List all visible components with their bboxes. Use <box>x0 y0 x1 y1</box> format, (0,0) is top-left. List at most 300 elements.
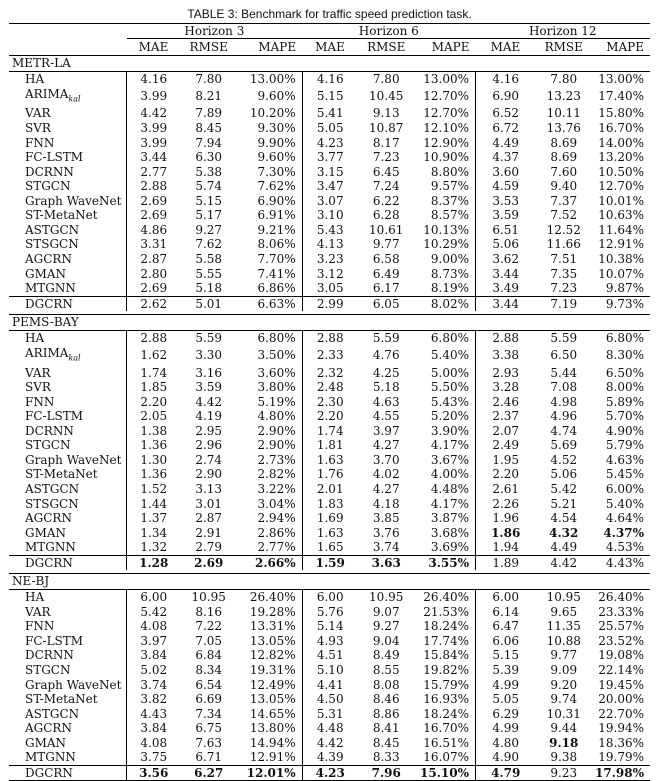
metric-value: 1.83 <box>302 497 358 512</box>
metric-value: 4.42 <box>127 106 181 121</box>
metric-value: 1.69 <box>302 511 358 526</box>
metric-value: 9.13 <box>372 106 400 121</box>
metric-value: 8.69 <box>550 150 578 165</box>
metric-value: 9.60% <box>257 150 296 165</box>
metric-value: 10.50% <box>598 164 644 179</box>
metric-value: 16.51% <box>423 735 469 750</box>
table-row <box>9 281 650 296</box>
metric-value: 2.99 <box>302 296 358 311</box>
metric-value: 8.86 <box>372 706 400 721</box>
metric-value: 3.74 <box>127 678 181 693</box>
metric-value: 5.79% <box>605 438 644 453</box>
model-name: STSGCN <box>25 496 79 511</box>
metric-value: 3.85 <box>372 511 400 526</box>
metric-value: 2.86% <box>257 525 296 540</box>
metric-value: 4.18 <box>372 496 400 511</box>
metric-value: 13.00% <box>598 72 644 86</box>
metric-value: 2.90% <box>257 438 296 453</box>
metric-value: 5.40% <box>605 496 644 511</box>
metric-value: 1.30 <box>127 453 181 468</box>
table-row <box>9 750 650 765</box>
metric-value: 6.00 <box>476 590 536 605</box>
metric-value: 2.77 <box>127 165 181 180</box>
metric-value: 1.37 <box>127 511 181 526</box>
model-name: ST-MetaNet <box>25 692 98 707</box>
metric-value: 9.44 <box>550 721 578 736</box>
table-row <box>9 395 650 410</box>
metric-value: 17.98% <box>592 765 650 781</box>
metric-value: 2.69 <box>180 555 237 570</box>
metric-value: 12.82% <box>249 648 296 663</box>
metric-value: 2.73% <box>257 452 296 467</box>
metric-value: 2.79 <box>195 540 223 555</box>
metric-value: 1.36 <box>127 467 181 482</box>
metric-value: 3.80% <box>257 380 296 395</box>
metric-value: 26.40% <box>423 590 469 605</box>
table-row <box>9 106 650 121</box>
metric-value: 19.28% <box>249 604 296 619</box>
metric-value: 3.68% <box>430 525 469 540</box>
table-row <box>9 380 650 395</box>
metric-value: 8.41 <box>372 721 400 736</box>
metric-value: 2.91 <box>195 525 223 540</box>
metric-value: 8.46 <box>372 692 400 707</box>
metric-value: 3.15 <box>302 165 358 180</box>
metric-value: 18.24% <box>423 706 469 721</box>
model-name: ST-MetaNet <box>25 208 98 223</box>
table-row <box>9 366 650 381</box>
metric-value: 4.17% <box>430 438 469 453</box>
metric-value: 5.69 <box>550 438 578 453</box>
metric-value: 3.13 <box>195 482 223 496</box>
metric-value: 13.00% <box>249 72 296 86</box>
metric-value: 6.49 <box>372 266 400 281</box>
metric-value: 5.76 <box>302 605 358 620</box>
table-row <box>9 467 650 482</box>
metric-value: 14.94% <box>249 735 296 750</box>
metric-value: 10.61 <box>369 222 404 237</box>
table-row <box>9 72 650 87</box>
metric-value: 3.99 <box>127 136 181 151</box>
metric-value: 3.59 <box>476 208 536 223</box>
metric-value: 7.24 <box>372 179 400 194</box>
metric-value: 13.31% <box>249 619 296 634</box>
metric-value: 26.40% <box>598 590 644 605</box>
model-name: Graph WaveNet <box>25 193 122 208</box>
metric-value: 5.20% <box>430 409 469 424</box>
metric-value: 4.23 <box>302 765 358 781</box>
metric-value: 2.69 <box>127 194 181 209</box>
model-name: HA <box>25 590 45 605</box>
metric-value: 9.65 <box>550 604 578 619</box>
metric-value: 1.74 <box>127 366 181 381</box>
metric-value: 10.95 <box>369 590 404 605</box>
metric-value: 11.66 <box>546 237 581 252</box>
metric-value: 5.15 <box>302 87 358 107</box>
metric-value: 5.21 <box>550 496 578 511</box>
metric-value: 2.82% <box>257 467 296 482</box>
model-name: DCRNN <box>25 648 74 663</box>
table-row <box>9 121 650 136</box>
model-name: GMAN <box>25 525 67 540</box>
model-name: SVR <box>25 380 51 395</box>
metric-header: RMSE <box>189 40 228 54</box>
metric-value: 10.11 <box>546 106 581 121</box>
metric-header: RMSE <box>367 40 406 54</box>
metric-value: 4.99 <box>476 678 536 693</box>
metric-value: 3.10 <box>302 208 358 223</box>
metric-value: 6.51 <box>476 223 536 238</box>
metric-value: 5.17 <box>195 208 223 223</box>
metric-value: 5.74 <box>195 179 223 194</box>
table-row <box>9 165 650 180</box>
metric-value: 15.84% <box>423 648 469 663</box>
model-name: DGCRN <box>9 765 127 781</box>
metric-value: 2.87 <box>195 511 223 526</box>
table-row <box>9 634 650 649</box>
metric-value: 5.41 <box>302 106 358 121</box>
model-name: FNN <box>25 135 55 150</box>
metric-value: 7.23 <box>372 150 400 165</box>
model-name: VAR <box>25 604 51 619</box>
metric-value: 3.44 <box>476 296 536 311</box>
metric-value: 3.70 <box>372 452 400 467</box>
model-base-name: ARIMA <box>25 345 69 360</box>
metric-value: 15.80% <box>598 106 644 121</box>
metric-value: 5.00% <box>430 365 469 380</box>
metric-value: 6.52 <box>476 106 536 121</box>
metric-value: 10.63% <box>598 208 644 223</box>
metric-value: 16.93% <box>423 692 469 707</box>
metric-value: 6.05 <box>358 296 415 311</box>
model-base-name: ARIMA <box>25 86 69 101</box>
metric-value: 3.12 <box>302 267 358 282</box>
model-name: VAR <box>25 365 51 380</box>
metric-value: 22.14% <box>598 663 644 678</box>
metric-value: 2.20 <box>302 409 358 424</box>
model-name: DCRNN <box>25 423 74 438</box>
metric-value: 5.42 <box>550 482 578 496</box>
metric-value: 12.90% <box>423 135 469 150</box>
metric-value: 9.07 <box>372 604 400 619</box>
metric-value: 9.27 <box>372 619 400 634</box>
model-name: ASTGCN <box>25 706 80 721</box>
metric-value: 4.42 <box>195 394 223 409</box>
metric-value: 2.88 <box>127 179 181 194</box>
metric-value: 7.52 <box>550 208 578 223</box>
metric-value: 3.23 <box>302 252 358 267</box>
metric-value: 8.06% <box>257 237 296 252</box>
metric-value: 5.02 <box>127 663 181 678</box>
metric-value: 3.07 <box>302 194 358 209</box>
model-name: SVR <box>25 121 51 136</box>
metric-value: 4.98 <box>550 394 578 409</box>
metric-value: 2.62 <box>127 296 181 311</box>
metric-value: 5.70% <box>605 409 644 424</box>
table-row <box>9 511 650 526</box>
table-row <box>9 267 650 282</box>
metric-value: 7.62 <box>195 237 223 252</box>
metric-value: 10.13% <box>423 222 469 237</box>
model-name: FC-LSTM <box>25 409 84 424</box>
table-caption: TABLE 3: Benchmark for traffic speed prediction task. <box>187 7 472 21</box>
metric-value: 7.70% <box>257 251 296 266</box>
model-name <box>9 87 127 107</box>
metric-value: 7.94 <box>195 135 223 150</box>
metric-value: 9.23 <box>535 765 592 781</box>
metric-value: 8.73% <box>430 266 469 281</box>
metric-value: 13.76 <box>546 121 581 136</box>
metric-value: 4.90% <box>605 423 644 438</box>
table-row <box>9 497 650 512</box>
metric-value: 12.10% <box>423 121 469 136</box>
table-row <box>9 482 650 497</box>
metric-value: 6.80% <box>605 331 644 346</box>
metric-value: 4.50 <box>302 692 358 707</box>
table-row <box>9 453 650 468</box>
metric-value: 1.34 <box>127 526 181 541</box>
table-row <box>9 619 650 634</box>
metric-value: 8.33 <box>372 750 400 765</box>
table-row <box>9 438 650 453</box>
metric-value: 5.40% <box>430 348 469 363</box>
table-row <box>9 194 650 209</box>
metric-value: 2.49 <box>476 438 536 453</box>
table-row <box>9 252 650 267</box>
metric-value: 1.96 <box>476 511 536 526</box>
metric-value: 12.70% <box>423 89 469 104</box>
metric-value: 3.84 <box>127 648 181 663</box>
metric-value: 25.57% <box>598 619 644 634</box>
metric-value: 3.99 <box>127 121 181 136</box>
metric-value: 5.18 <box>372 380 400 395</box>
metric-value: 10.95 <box>191 590 226 605</box>
metric-value: 4.48% <box>430 482 469 496</box>
metric-value: 2.46 <box>476 395 536 410</box>
metric-value: 2.05 <box>127 409 181 424</box>
metric-value: 4.52 <box>550 452 578 467</box>
metric-value: 15.79% <box>423 677 469 692</box>
model-name: GMAN <box>25 735 67 750</box>
table-row <box>9 540 650 555</box>
metric-value: 2.69 <box>127 281 181 296</box>
metric-value: 1.65 <box>302 540 358 555</box>
metric-value: 12.70% <box>598 179 644 194</box>
metric-value: 19.31% <box>249 663 296 678</box>
metric-value: 8.57% <box>430 208 469 223</box>
metric-value: 2.95 <box>195 423 223 438</box>
model-name: ASTGCN <box>25 222 80 237</box>
metric-value: 1.38 <box>127 424 181 439</box>
metric-value: 6.90 <box>476 87 536 107</box>
metric-value: 6.69 <box>195 692 223 707</box>
metric-value: 14.65% <box>249 706 296 721</box>
table-row <box>9 605 650 620</box>
model-name: Graph WaveNet <box>25 452 122 467</box>
model-name: FNN <box>25 394 55 409</box>
metric-value: 5.39 <box>476 663 536 678</box>
metric-value: 3.74 <box>372 540 400 555</box>
metric-header-row <box>9 39 650 56</box>
metric-value: 4.74 <box>550 423 578 438</box>
metric-value: 7.30% <box>257 164 296 179</box>
metric-value: 4.49 <box>550 540 578 555</box>
metric-value: 1.94 <box>476 540 536 555</box>
metric-value: 5.05 <box>476 692 536 707</box>
table-row <box>9 721 650 736</box>
metric-value: 9.77 <box>372 237 400 252</box>
metric-value: 6.58 <box>372 251 400 266</box>
metric-value: 3.62 <box>476 252 536 267</box>
metric-value: 6.80% <box>257 331 296 346</box>
metric-value: 4.08 <box>127 619 181 634</box>
metric-value: 19.79% <box>598 750 644 765</box>
metric-value: 8.08 <box>372 677 400 692</box>
table-row <box>9 765 650 781</box>
metric-value: 9.73% <box>592 296 650 311</box>
metric-value: 8.45 <box>195 121 223 136</box>
metric-value: 2.20 <box>476 467 536 482</box>
metric-value: 6.27 <box>180 765 237 781</box>
horizon-header-row <box>9 24 650 39</box>
metric-value: 2.93 <box>476 366 536 381</box>
metric-value: 9.57% <box>430 179 469 194</box>
metric-value: 4.86 <box>127 223 181 238</box>
table-row <box>9 707 650 722</box>
metric-value: 1.28 <box>127 555 181 570</box>
metric-value: 3.22% <box>257 482 296 496</box>
metric-value: 23.52% <box>598 633 644 648</box>
metric-value: 4.59 <box>476 179 536 194</box>
metric-value: 5.10 <box>302 663 358 678</box>
table-row <box>9 208 650 223</box>
metric-value: 5.58 <box>195 251 223 266</box>
model-name: ASTGCN <box>25 482 80 496</box>
model-name: FC-LSTM <box>25 150 84 165</box>
model-name: AGCRN <box>25 511 72 526</box>
table-row <box>9 179 650 194</box>
metric-value: 1.32 <box>127 540 181 555</box>
metric-value: 8.16 <box>195 604 223 619</box>
metric-value: 3.30 <box>195 348 223 363</box>
metric-value: 6.14 <box>476 605 536 620</box>
metric-value: 19.45% <box>598 677 644 692</box>
metric-value: 9.38 <box>550 750 578 765</box>
model-name: AGCRN <box>25 251 72 266</box>
metric-value: 2.48 <box>302 380 358 395</box>
metric-value: 7.34 <box>195 706 223 721</box>
metric-value: 4.99 <box>476 721 536 736</box>
metric-value: 5.15 <box>195 193 223 208</box>
table-row <box>9 648 650 663</box>
metric-value: 10.88 <box>546 633 581 648</box>
metric-value: 10.95 <box>546 590 581 605</box>
section-header-row <box>9 56 650 72</box>
metric-value: 7.05 <box>195 633 223 648</box>
metric-value: 6.72 <box>476 121 536 136</box>
metric-value: 2.32 <box>302 366 358 381</box>
metric-value: 5.43 <box>302 223 358 238</box>
metric-value: 4.43% <box>592 555 650 570</box>
model-name: MTGNN <box>25 750 76 765</box>
metric-value: 9.00% <box>430 251 469 266</box>
metric-value: 10.90% <box>423 150 469 165</box>
metric-value: 4.80% <box>257 409 296 424</box>
metric-value: 8.80% <box>430 164 469 179</box>
metric-value: 8.21 <box>195 89 223 104</box>
metric-value: 10.20% <box>249 106 296 121</box>
metric-value: 12.01% <box>237 765 302 781</box>
metric-value: 1.62 <box>127 346 181 366</box>
metric-value: 8.37% <box>430 193 469 208</box>
metric-value: 2.61 <box>476 482 536 497</box>
table-row <box>9 424 650 439</box>
metric-value: 13.20% <box>598 150 644 165</box>
metric-value: 9.04 <box>372 633 400 648</box>
metric-value: 1.95 <box>476 453 536 468</box>
table-row <box>9 736 650 751</box>
metric-value: 5.15 <box>476 648 536 663</box>
metric-value: 9.40 <box>550 179 578 194</box>
metric-value: 9.30% <box>257 121 296 136</box>
metric-value: 6.50% <box>605 365 644 380</box>
metric-value: 4.37% <box>603 525 644 540</box>
metric-value: 4.53% <box>605 540 644 555</box>
metric-value: 3.97 <box>372 423 400 438</box>
metric-value: 11.64% <box>598 222 644 237</box>
metric-value: 5.06 <box>550 467 578 482</box>
metric-value: 9.60% <box>257 89 296 104</box>
metric-value: 8.00% <box>605 380 644 395</box>
metric-value: 1.81 <box>302 438 358 453</box>
metric-value: 5.42 <box>127 605 181 620</box>
metric-value: 10.31 <box>546 706 581 721</box>
metric-value: 13.80% <box>249 721 296 736</box>
metric-value: 3.28 <box>476 380 536 395</box>
model-name: STGCN <box>25 663 71 678</box>
metric-value: 4.54 <box>550 511 578 526</box>
metric-value: 1.52 <box>127 482 181 497</box>
metric-value: 6.00% <box>605 482 644 496</box>
metric-value: 23.33% <box>598 604 644 619</box>
metric-value: 6.86% <box>257 281 296 296</box>
metric-value: 4.76 <box>372 348 400 363</box>
metric-value: 5.38 <box>195 164 223 179</box>
metric-value: 6.91% <box>257 208 296 223</box>
metric-value: 10.01% <box>598 193 644 208</box>
metric-value: 3.53 <box>476 194 536 209</box>
metric-value: 8.49 <box>372 648 400 663</box>
metric-value: 19.08% <box>598 648 644 663</box>
metric-value: 4.48 <box>302 721 358 736</box>
metric-value: 7.80 <box>195 72 223 86</box>
metric-value: 6.06 <box>476 634 536 649</box>
horizon-12-header: Horizon 12 <box>476 24 651 39</box>
metric-value: 2.80 <box>127 267 181 282</box>
metric-value: 6.22 <box>372 193 400 208</box>
metric-value: 9.09 <box>550 663 578 678</box>
metric-value: 13.23 <box>546 89 581 104</box>
metric-value: 4.63 <box>372 394 400 409</box>
metric-value: 4.64% <box>605 511 644 526</box>
metric-value: 8.69 <box>550 135 578 150</box>
metric-value: 6.80% <box>430 331 469 346</box>
metric-value: 9.21% <box>257 222 296 237</box>
model-name: AGCRN <box>25 721 72 736</box>
metric-value: 4.41 <box>302 678 358 693</box>
metric-value: 9.74 <box>550 692 578 707</box>
table-row <box>9 346 650 366</box>
